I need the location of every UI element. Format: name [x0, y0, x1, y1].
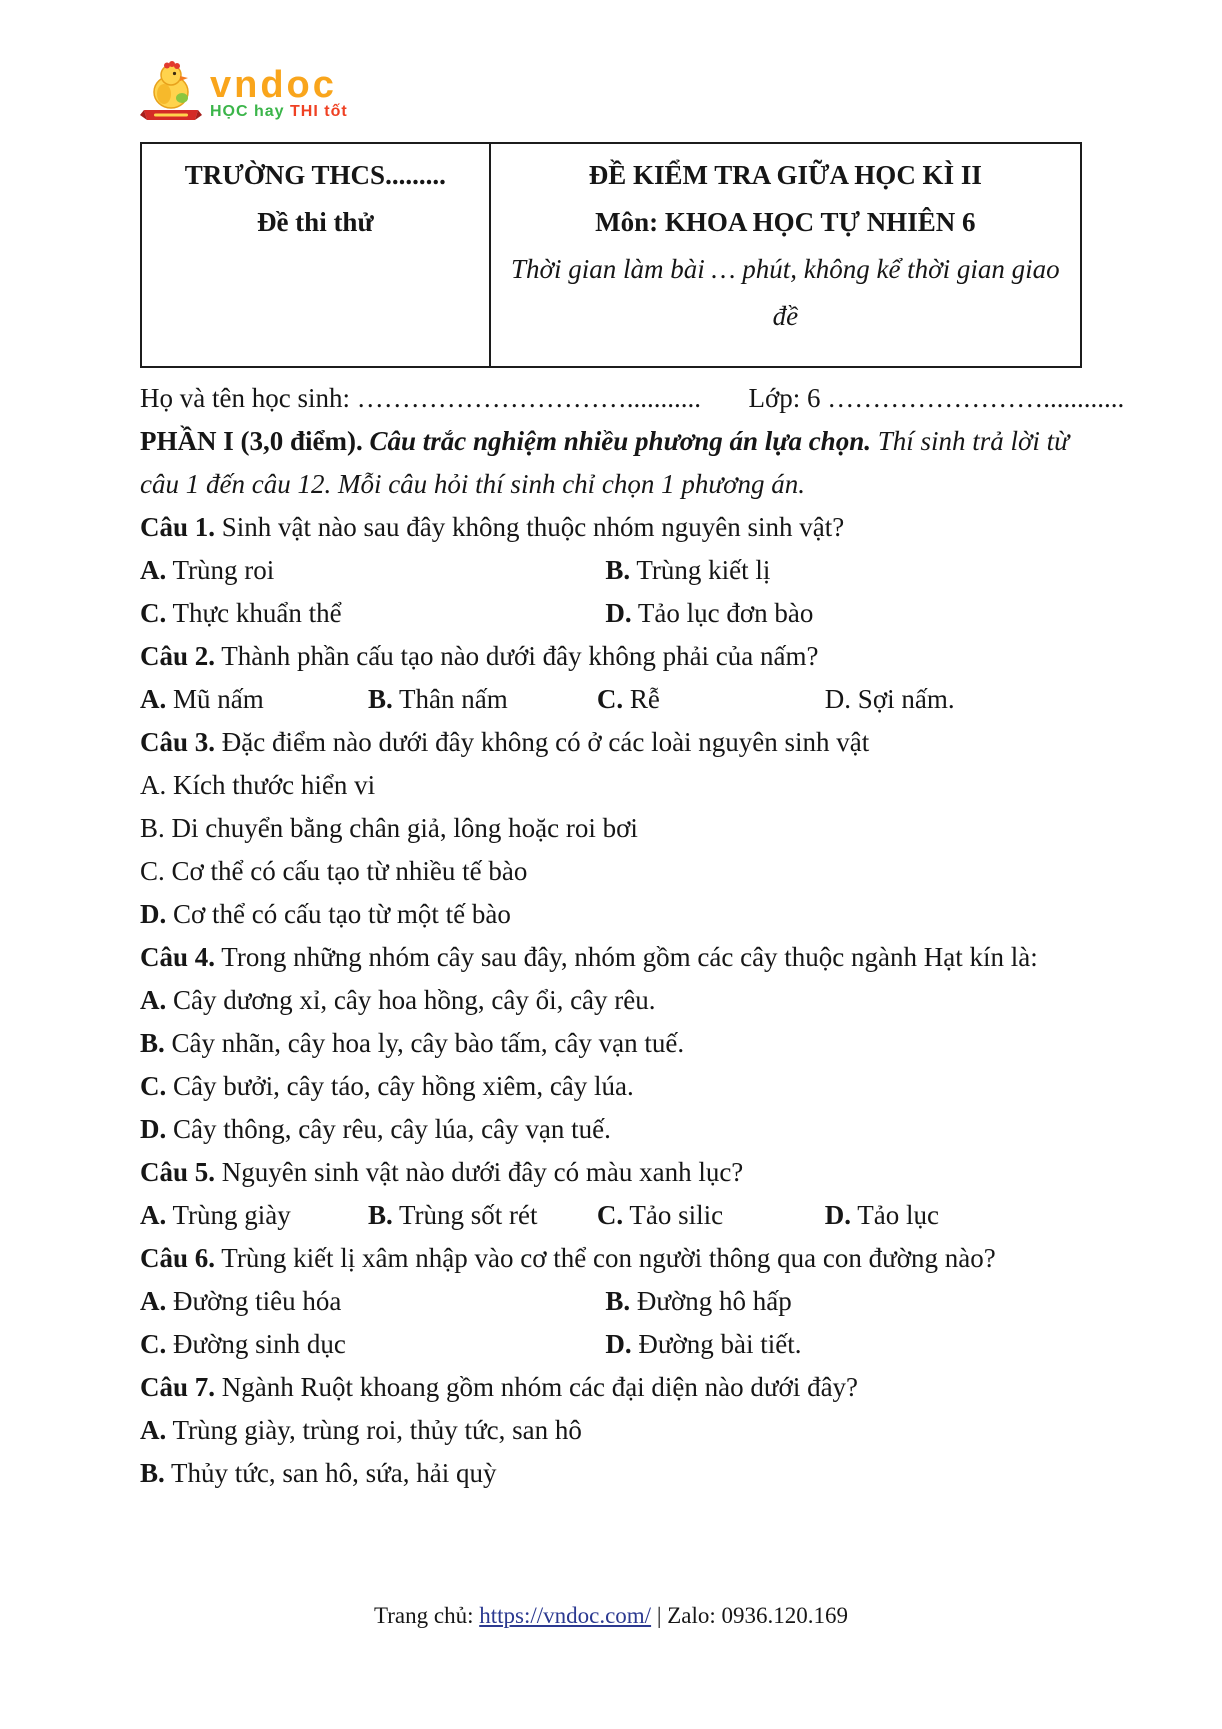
question-1-options	[140, 549, 1082, 635]
footer-zalo: Zalo: 0936.120.169	[667, 1603, 848, 1628]
option-C: C. Tảo silic	[596, 1200, 724, 1230]
question-7-options	[140, 1409, 1082, 1495]
footer-separator: |	[656, 1603, 662, 1628]
option-letter: C.	[140, 1071, 167, 1101]
option-letter: C.	[596, 684, 624, 714]
option-A: A. Cây dương xỉ, cây hoa hồng, cây ổi, cây rêu.	[140, 985, 656, 1015]
tagline-thi-tot: THI tốt	[290, 103, 348, 120]
option-letter: D.	[605, 598, 632, 628]
option-D: D. Tảo lục đơn bào	[605, 598, 814, 628]
class-label: Lớp: 6	[748, 383, 821, 413]
option-A: A. Kích thước hiển vi	[140, 770, 376, 800]
question-3-text: Câu 3. Đặc điểm nào dưới đây không có ở các loài nguyên sinh vật	[140, 727, 870, 757]
option-C: C. Cây bưởi, cây táo, cây hồng xiêm, cây lúa.	[140, 1071, 634, 1101]
option-letter: A.	[140, 684, 167, 714]
question-7-text: Câu 7. Ngành Ruột khoang gồm nhóm các đại diện nào dưới đây?	[140, 1372, 859, 1402]
option-letter: B.	[140, 813, 165, 843]
tagline-hoc-hay: HỌC hay	[210, 103, 285, 120]
option-letter: A.	[140, 555, 167, 585]
option-B: B. Cây nhãn, cây hoa ly, cây bào tấm, cây vạn tuế.	[140, 1028, 685, 1058]
option-D: D. Sợi nấm.	[824, 684, 955, 714]
option-D: D. Cơ thể có cấu tạo từ một tế bào	[140, 899, 511, 929]
option-letter: A.	[140, 770, 167, 800]
option-B: B. Thân nấm	[367, 684, 508, 714]
option-B: B. Thủy tức, san hô, sứa, hải quỳ	[140, 1458, 497, 1488]
option-B: B. Trùng sốt rét	[367, 1200, 538, 1230]
question-3	[140, 721, 1082, 936]
option-letter: C.	[140, 1329, 167, 1359]
option-D: D. Cây thông, cây rêu, cây lúa, cây vạn tuế.	[140, 1114, 611, 1144]
question-label: Câu 4.	[140, 942, 216, 972]
question-label: Câu 3.	[140, 727, 216, 757]
questions	[140, 506, 1082, 1495]
option-letter: D.	[140, 1114, 167, 1144]
question-2-options	[140, 678, 1082, 721]
option-D: D. Tảo lục	[824, 1200, 940, 1230]
option-letter: A.	[140, 1200, 167, 1230]
student-info-line	[140, 376, 1125, 420]
option-A: A. Trùng roi	[140, 555, 275, 585]
question-3-options	[140, 764, 1082, 936]
option-letter: B.	[367, 684, 393, 714]
exam-title: ĐỀ KIỂM TRA GIỮA HỌC KÌ II	[588, 160, 982, 190]
question-1	[140, 506, 1082, 635]
logo-tagline	[210, 102, 348, 122]
option-letter: B.	[605, 1286, 631, 1316]
question-label: Câu 2.	[140, 641, 216, 671]
question-6-text: Câu 6. Trùng kiết lị xâm nhập vào cơ thể con người thông qua con đường nào?	[140, 1243, 996, 1273]
option-C: C. Cơ thể có cấu tạo từ nhiều tế bào	[140, 856, 528, 886]
class-dots: ……………………............	[827, 383, 1125, 413]
question-5-options	[140, 1194, 1082, 1237]
option-letter: B.	[367, 1200, 393, 1230]
option-B: B. Di chuyển bằng chân giả, lông hoặc roi bơi	[140, 813, 638, 843]
student-name-dots: …………………………...........	[356, 383, 701, 413]
option-B: B. Đường hô hấp	[605, 1286, 792, 1316]
question-5-text: Câu 5. Nguyên sinh vật nào dưới đây có màu xanh lục?	[140, 1157, 744, 1187]
option-letter: A.	[140, 985, 167, 1015]
question-label: Câu 1.	[140, 512, 216, 542]
option-letter: B.	[140, 1028, 165, 1058]
school-name: TRƯỜNG THCS.........	[184, 160, 446, 190]
option-letter: B.	[605, 555, 631, 585]
option-letter: D.	[605, 1329, 632, 1359]
part1-heading: PHẦN I (3,0 điểm).	[140, 426, 363, 456]
question-5	[140, 1151, 1082, 1237]
exam-duration: Thời gian làm bài … phút, không kể thời gian giao đề	[511, 254, 1060, 331]
option-C: C. Thực khuẩn thể	[140, 598, 342, 628]
part1-intro	[140, 420, 1082, 506]
part1-instructions: Thí sinh trả lời từ câu 1 đến câu 12. Mỗi câu hỏi thí sinh chỉ chọn 1 phương án.	[140, 426, 1069, 499]
exam-header-table	[140, 142, 1082, 368]
option-letter: B.	[140, 1458, 165, 1488]
question-label: Câu 7.	[140, 1372, 216, 1402]
chicken-mascot-icon	[140, 58, 202, 128]
question-1-text: Câu 1. Sinh vật nào sau đây không thuộc nhóm nguyên sinh vật?	[140, 512, 845, 542]
question-2	[140, 635, 1082, 721]
option-A: A. Trùng giày	[140, 1200, 291, 1230]
logo-text	[210, 58, 348, 122]
question-2-text: Câu 2. Thành phần cấu tạo nào dưới đây không phải của nấm?	[140, 641, 819, 671]
option-C: C. Rễ	[596, 684, 660, 714]
school-cell	[141, 143, 490, 367]
question-4-options	[140, 979, 1082, 1151]
option-C: C. Đường sinh dục	[140, 1329, 346, 1359]
option-A: A. Trùng giày, trùng roi, thủy tức, san hô	[140, 1415, 582, 1445]
vndoc-logo	[140, 58, 1082, 134]
option-letter: C.	[140, 598, 167, 628]
question-6	[140, 1237, 1082, 1366]
option-letter: D.	[140, 899, 167, 929]
exam-title-cell	[490, 143, 1081, 367]
option-A: A. Mũ nấm	[140, 684, 264, 714]
option-letter: A.	[140, 1286, 167, 1316]
part1-subtitle: Câu trắc nghiệm nhiều phương án lựa chọn.	[369, 426, 871, 456]
question-label: Câu 5.	[140, 1157, 216, 1187]
footer-home-label: Trang chủ:	[374, 1603, 474, 1628]
option-letter: C.	[596, 1200, 624, 1230]
question-7	[140, 1366, 1082, 1495]
option-A: A. Đường tiêu hóa	[140, 1286, 342, 1316]
option-B: B. Trùng kiết lị	[605, 555, 771, 585]
brand-name: vndoc	[210, 64, 337, 106]
question-4	[140, 936, 1082, 1151]
option-letter: C.	[140, 856, 165, 886]
exam-type: Đề thi thử	[256, 207, 374, 237]
student-name-label: Họ và tên học sinh:	[140, 383, 350, 413]
option-letter: D.	[824, 1200, 852, 1230]
option-letter: A.	[140, 1415, 167, 1445]
vndoc-link[interactable]: https://vndoc.com/	[479, 1603, 652, 1628]
question-6-options	[140, 1280, 1082, 1366]
option-letter: D.	[824, 684, 852, 714]
page-footer	[0, 1601, 1222, 1631]
exam-subject: Môn: KHOA HỌC TỰ NHIÊN 6	[595, 207, 976, 237]
question-label: Câu 6.	[140, 1243, 216, 1273]
question-4-text: Câu 4. Trong những nhóm cây sau đây, nhóm gồm các cây thuộc ngành Hạt kín là:	[140, 942, 1038, 972]
option-D: D. Đường bài tiết.	[605, 1329, 802, 1359]
